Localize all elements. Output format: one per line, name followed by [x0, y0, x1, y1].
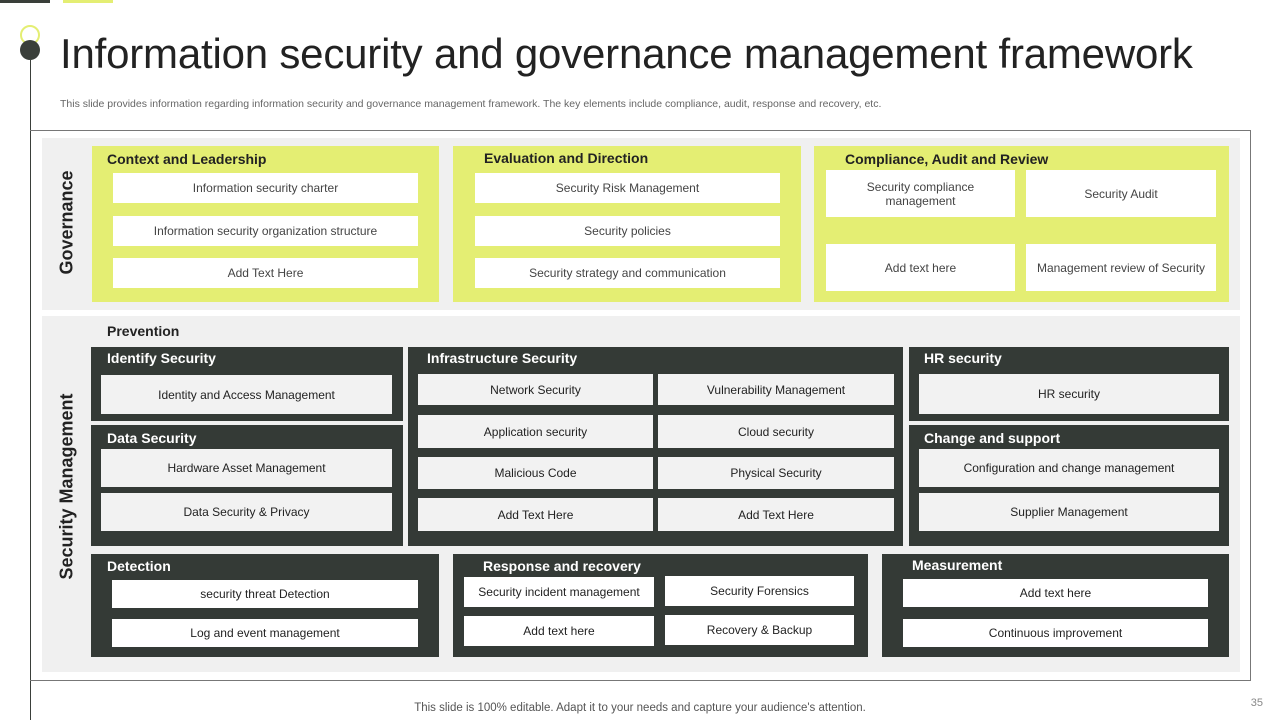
change-support-card: [909, 425, 1229, 546]
page-number: 35: [1250, 697, 1263, 709]
prevention-heading: Prevention: [107, 323, 180, 339]
item-physical-security: Physical Security: [658, 457, 894, 489]
item-management-review: Management review of Security: [1026, 244, 1216, 291]
footer-note: This slide is 100% editable. Adapt it to your needs and capture your audience's attention.: [414, 702, 866, 714]
item-malicious-code: Malicious Code: [418, 457, 653, 489]
top-accent-lime-bar: [63, 0, 113, 3]
item-add-text: Add text here: [464, 616, 654, 646]
card-title: Measurement: [912, 557, 1003, 573]
item-add-text: Add text here: [826, 244, 1015, 291]
response-recovery-card: [453, 554, 868, 657]
item-add-text: Add Text Here: [418, 498, 653, 531]
item-security-threat-detection: security threat Detection: [112, 580, 418, 608]
item-hardware-asset-management: Hardware Asset Management: [101, 449, 392, 487]
item-security-risk-management: Security Risk Management: [475, 173, 780, 203]
item-security-policies: Security policies: [475, 216, 780, 246]
item-security-audit: Security Audit: [1026, 170, 1216, 217]
card-title: HR security: [924, 350, 1002, 366]
infrastructure-security-card: [408, 347, 903, 546]
card-title: Compliance, Audit and Review: [845, 151, 1049, 167]
item-data-security-privacy: Data Security & Privacy: [101, 493, 392, 531]
context-leadership-card: [92, 146, 439, 302]
item-identity-access-management: Identity and Access Management: [101, 375, 392, 414]
item-add-text: Add text here: [903, 579, 1208, 607]
top-accent-dark-bar: [0, 0, 50, 3]
governance-label: Governance: [56, 170, 77, 275]
card-title: Evaluation and Direction: [484, 150, 649, 166]
card-title: Infrastructure Security: [427, 350, 578, 366]
card-title: Change and support: [924, 430, 1061, 446]
item-network-security: Network Security: [418, 374, 653, 405]
card-title: Identify Security: [107, 350, 216, 366]
item-security-strategy: Security strategy and communication: [475, 258, 780, 288]
item-cloud-security: Cloud security: [658, 415, 894, 448]
item-security-incident-management: Security incident management: [464, 577, 654, 607]
card-title: Context and Leadership: [107, 151, 267, 167]
card-title: Detection: [107, 558, 171, 574]
card-title: Data Security: [107, 430, 197, 446]
item-supplier-management: Supplier Management: [919, 493, 1219, 531]
compliance-audit-review-card: [814, 146, 1229, 302]
security-management-label: Security Management: [56, 392, 77, 580]
evaluation-direction-card: [453, 146, 801, 302]
item-information-security-charter: Information security charter: [113, 173, 418, 203]
item-configuration-change-management: Configuration and change management: [919, 449, 1219, 487]
slide-title: Information security and governance management framework: [60, 30, 1193, 77]
item-security-organization-structure: Information security organization structure: [113, 216, 418, 246]
item-vulnerability-management: Vulnerability Management: [658, 374, 894, 405]
item-security-compliance-management: Security compliance management: [826, 170, 1015, 217]
item-security-forensics: Security Forensics: [665, 576, 854, 606]
item-continuous-improvement: Continuous improvement: [903, 619, 1208, 647]
decorative-dot: [20, 40, 40, 60]
detection-card: [91, 554, 439, 657]
item-add-text: Add Text Here: [113, 258, 418, 288]
data-security-card: [91, 425, 403, 546]
item-hr-security: HR security: [919, 374, 1219, 414]
card-title: Response and recovery: [483, 558, 641, 574]
identify-security-card: [91, 347, 403, 421]
item-log-event-management: Log and event management: [112, 619, 418, 647]
item-add-text: Add Text Here: [658, 498, 894, 531]
item-application-security: Application security: [418, 415, 653, 448]
slide-subtitle: This slide provides information regarding information security and governance management framework. The key elements include compliance, audit, response and recovery, etc.: [60, 98, 882, 110]
measurement-card: [882, 554, 1229, 657]
item-recovery-backup: Recovery & Backup: [665, 615, 854, 645]
hr-security-card: [909, 347, 1229, 421]
